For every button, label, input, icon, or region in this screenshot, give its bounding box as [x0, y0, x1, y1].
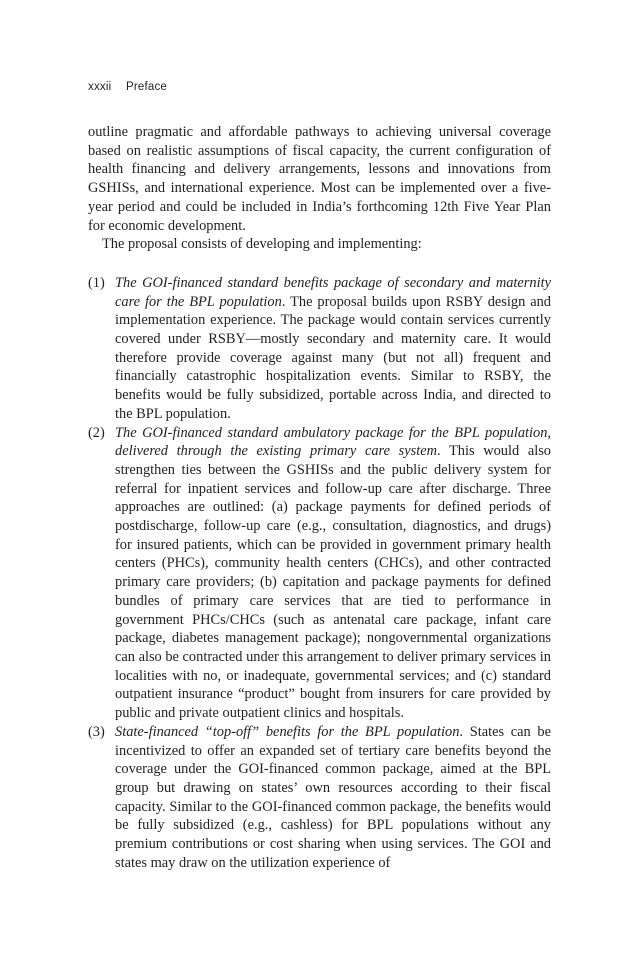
- section-title: Preface: [126, 81, 168, 93]
- list-item-number: (2): [88, 424, 105, 441]
- running-head: [88, 80, 167, 94]
- lead-paragraph: The proposal consists of developing and implementing:: [102, 236, 422, 253]
- list-item-text: . This would also strengthen ties between the GSHISs and the public delivery system for referral for inpatient services and follow-up care after discharge. Three approaches are outlined: (a) package payments for defined periods of postdischarge, follow-up care (e.g., consultation, diagnostics, and drugs) for insured patients, which can be provided in government primary health centers (PHCs), community health centers (CHCs), and other contracted primary care providers; (b) capitation and package payments for defined bundles of primary care services that are tied to performance in government PHCs/CHCs (such as antenatal care package, infant care package, diabetes management package); nongovernmental organizations can also be contracted under this arrangement to deliver primary services in localities with no, or inadequate, governmental services; and (c) standard outpatient insurance “product” bought from insurers for care provided by public and private outpatient clinics and hospitals.: [115, 443, 551, 722]
- proposal-list: [88, 274, 551, 873]
- list-item-text: . The proposal builds upon RSBY design and implementation experience. The package would contain services currently covered under RSBY—mostly secondary and maternity care. It would therefore provide coverage against many (but not all) frequent and financially catastrophic hospitalization events. Similar to RSBY, the benefits would be fully subsidized, portable across India, and directed to the BPL population.: [115, 293, 551, 422]
- list-item: [88, 723, 551, 873]
- list-item: [88, 424, 551, 723]
- list-item-number: (3): [88, 723, 105, 740]
- list-item-title: The GOI-financed standard benefits package of secondary and maternity care for the BPL population: [115, 274, 551, 310]
- page-number: xxxii: [88, 81, 112, 93]
- list-item-title: State-financed “top-off” benefits for the BPL population: [115, 723, 460, 740]
- list-item-number: (1): [88, 274, 105, 291]
- list-item-title: The GOI-financed standard ambulatory package for the BPL population, delivered through the existing primary care system: [115, 424, 551, 460]
- list-item: [88, 274, 551, 424]
- intro-paragraph: outline pragmatic and affordable pathways to achieving universal coverage based on realistic assumptions of fiscal capacity, the current configuration of health financing and delivery arrangements, lessons and innovations from GSHISs, and international experience. Most can be implemented over a five-year period and could be included in India’s forthcoming 12th Five Year Plan for economic development.: [88, 124, 551, 234]
- body-text: [88, 123, 551, 872]
- list-item-text: . States can be incentivized to offer an expanded set of tertiary care benefits beyond the coverage under the GOI-financed common package, aimed at the BPL group but drawing on states’ own resources according to their fiscal capacity. Similar to the GOI-financed common package, the benefits would be fully subsidized (e.g., cashless) for BPL populations without any premium contributions or cost sharing when using services. The GOI and states may draw on the utilization experience of: [115, 723, 551, 871]
